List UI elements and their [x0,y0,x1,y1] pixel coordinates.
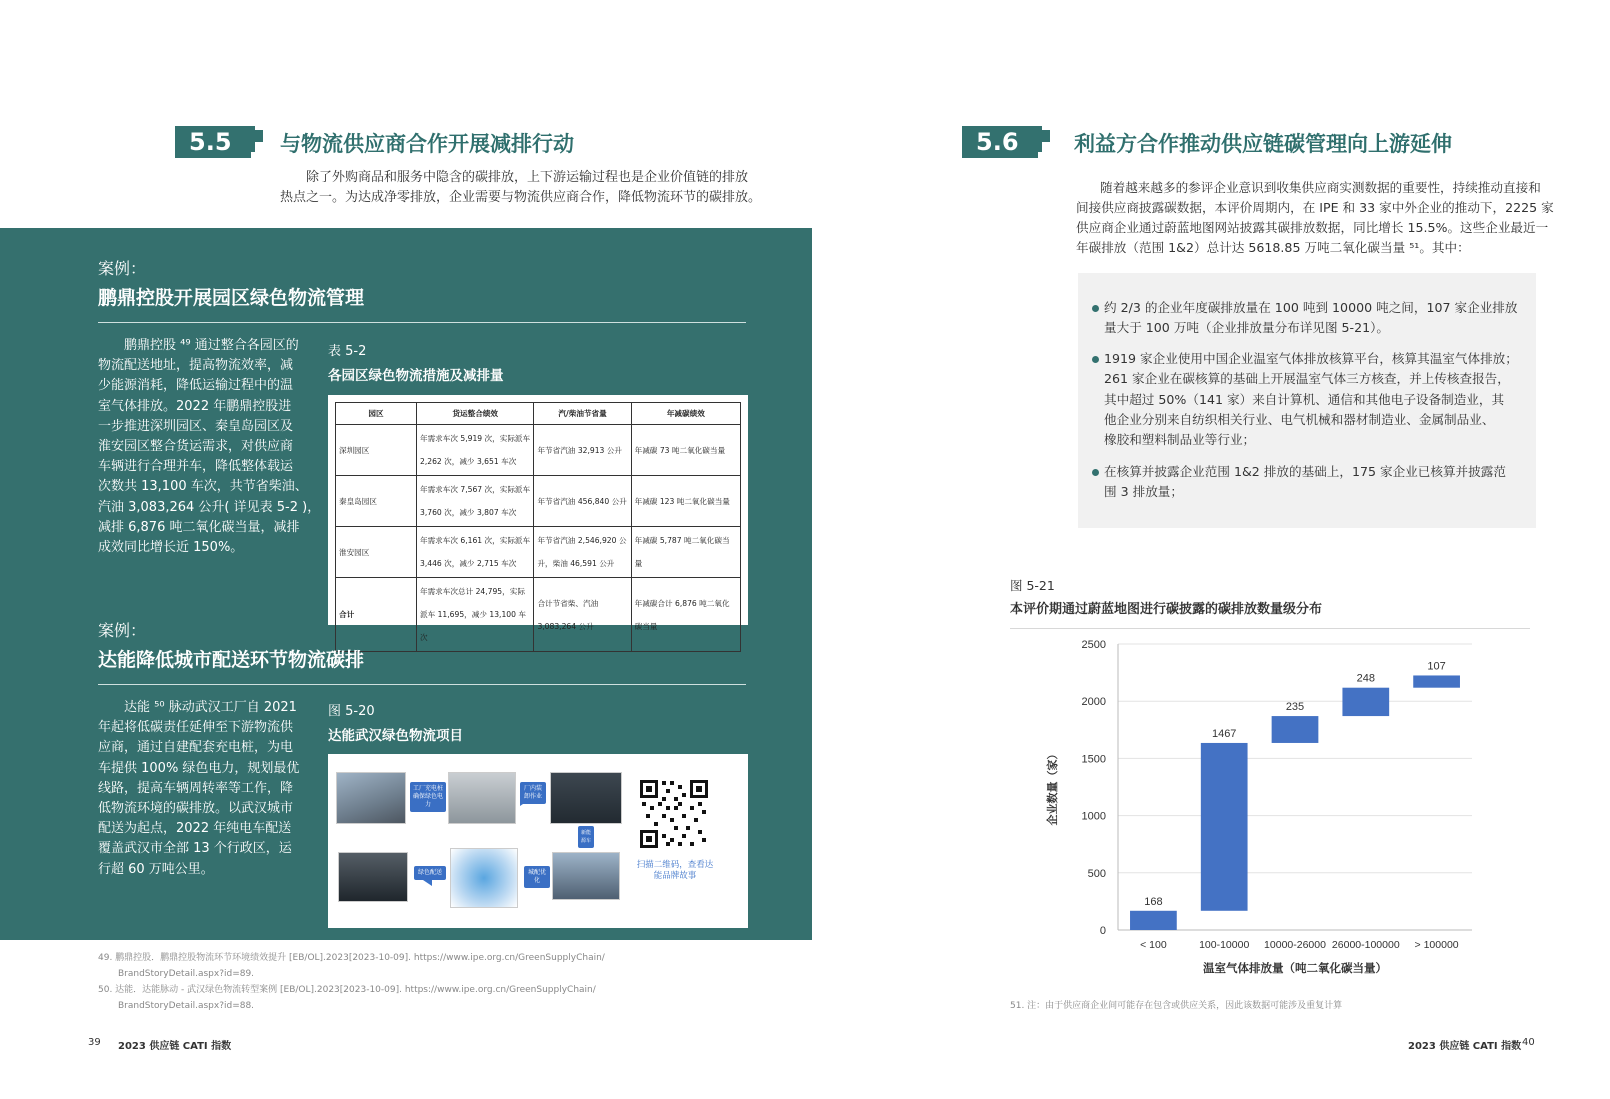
y-tick-label: 2500 [1081,639,1106,651]
figure-5-21-title: 本评价期通过蔚蓝地图进行碳披露的碳排放数量级分布 [1010,602,1323,617]
table-header: 货运整合绩效 [417,403,534,425]
text-line: 减排 6,876 吨二氧化碳当量，减排 [98,519,300,535]
table-cell: 秦皇岛园区 [336,476,417,527]
table-title: 各园区绿色物流措施及减排量 [328,368,504,384]
page-title-right: 2023 供应链 CATI 指数 [1408,1041,1522,1052]
logistics-table [335,402,741,652]
text-line: 配送为起点，2022 年纯电车配送 [98,821,292,837]
bullet-line: 橡胶和塑料制品业等行业； [1104,432,1256,448]
data-label: 248 [1356,672,1375,685]
data-label: 168 [1144,895,1163,908]
wuhan-map-image [450,848,518,908]
bullet-line: 其中超过 50%（141 家）来自计算机、通信和其他电子设备制造业，其 [1104,391,1505,407]
tag-green-delivery: 绿色配送 [414,866,446,880]
summary-bullet [1104,298,1518,339]
footnote-49-cont: BrandStoryDetail.aspx?id=89. [118,969,255,979]
delivery-truck-photo [338,852,408,902]
text-line: 汽油 3,083,264 公升( 详见表 5-2 )， [98,499,321,515]
table-header: 年减碳绩效 [631,403,740,425]
right-intro-line-2: 间接供应商披露碳数据，本评价周期内，在 IPE 和 33 家中外企业的推动下，2225 家 [1076,200,1554,215]
table-cell: 深圳园区 [336,425,417,476]
table-cell: 年需求车次 5,919 次，实际派车 2,262 次，减少 3,651 车次 [417,425,534,476]
bullet-line: 1919 家企业使用中国企业温室气体排放核算平台，核算其温室气体排放； [1104,351,1518,366]
right-intro-line-3: 供应商企业通过蔚蓝地图网站披露其碳排放数据，同比增长 15.5%。这些企业最近一 [1076,220,1549,235]
text-line: 一步推进深圳园区、秦皇岛园区及 [98,418,294,434]
case1-divider [98,322,746,323]
case2-label: 案例： [98,621,147,640]
table-cell: 年节省汽油 32,913 公升 [534,425,631,476]
table-cell: 合计 [336,578,417,652]
y-tick-label: 1000 [1081,810,1106,823]
data-label: 107 [1427,660,1446,673]
page-title-left: 2023 供应链 CATI 指数 [118,1041,232,1052]
table-cell: 合计节省柴、汽油 3,083,264 公升 [534,578,631,652]
right-intro-line-1: 随着越来越多的参评企业意识到收集供应商实测数据的重要性，持续推动直接和 [1100,180,1541,195]
section-badge-5-5: 5.5 [175,126,255,158]
y-tick-label: 2000 [1081,696,1106,709]
text-line: 少能源消耗，降低运输过程中的温 [98,378,294,394]
chart-bar [1413,675,1460,687]
bullet-dot-icon [1092,469,1099,476]
table-cell: 淮安园区 [336,527,417,578]
x-axis-title: 温室气体排放量（吨二氧化碳当量） [1203,961,1387,975]
bullet-line: 261 家企业在碳核算的基础上开展温室气体三方核查，并上传核查报告， [1104,371,1510,387]
table-row [336,527,741,578]
summary-bullet [1104,462,1514,503]
x-tick-label: 100-10000 [1199,939,1250,951]
footnote-49: 49. 鹏鼎控股．鹏鼎控股物流环节环境绩效提升 [EB/OL].2023[2023-10-09]. https://www.ipe.org.cn/GreenSupplyChain/ [98,953,605,963]
text-line: 淮安园区整合货运需求，对供应商 [98,439,294,455]
tag-charging: 工厂充电桩确保绿色电力 [410,782,446,812]
qr-caption: 扫描二维码，查看达能品牌故事 [636,860,714,881]
tag-ev: 新能源车 [578,826,594,848]
text-line: 达能 ⁵⁰ 脉动武汉工厂自 2021 [124,700,297,715]
table-cell: 年需求车次总计 24,795，实际派车 11,695，减少 13,100 车次 [417,578,534,652]
case1-label: 案例： [98,259,147,278]
footnote-51: 51. 注：由于供应商企业间可能存在包含或供应关系，因此该数据可能涉及重复计算 [1010,1001,1343,1011]
text-line: 低物流环境的碳排放。以武汉城市 [98,801,294,817]
case1-text [98,336,321,558]
table-cell: 年减碳 123 吨二氧化碳当量 [631,476,740,527]
section-title-5-5: 与物流供应商合作开展减排行动 [280,132,574,156]
table-row [336,476,741,527]
text-line: 覆盖武汉市全部 13 个行政区，运 [98,841,292,857]
bullet-line: 量大于 100 万吨（企业排放量分布详见图 5-21）。 [1104,320,1390,336]
logistics-table-box [328,395,748,642]
page-number-left: 39 [88,1037,101,1048]
emission-distribution-chart [1010,628,1540,978]
section-badge-5-6: 5.6 [962,126,1042,158]
text-line: 线路，提高车辆周转率等工作，降 [98,780,294,796]
text-line: 物流配送地址，提高物流效率，减 [98,358,294,374]
case2-text [98,698,298,880]
text-line: 鹏鼎控股 ⁴⁹ 通过整合各园区的 [124,338,299,353]
bullet-line: 他企业分别来自纺织相关行业、电气机械和器材制造业、金属制品业、 [1104,411,1495,427]
case2-divider [98,684,746,685]
footnote-50-cont: BrandStoryDetail.aspx?id=88. [118,1001,255,1011]
case2-title: 达能降低城市配送环节物流碳排 [98,649,365,671]
right-intro-line-4: 年碳排放（范围 1&2）总计达 5618.85 万吨二氧化碳当量 ⁵¹。其中： [1076,240,1470,255]
chart-bar [1342,688,1389,716]
x-tick-label: 10000-26000 [1264,939,1326,951]
y-tick-label: 0 [1099,925,1106,937]
table-cell: 年减碳 5,787 吨二氧化碳当量 [631,527,740,578]
table-header: 汽/柴油节省量 [534,403,631,425]
table-row [336,425,741,476]
intro-line-2: 热点之一。为达成净零排放，企业需要与物流供应商合作，降低物流环节的碳排放。 [280,190,762,205]
table-cell: 年减碳 73 吨二氧化碳当量 [631,425,740,476]
chart-bar [1130,911,1177,930]
text-line: 室气体排放。2022 年鹏鼎控股进 [98,398,292,414]
text-line: 应商，通过自建配套充电桩，为电 [98,740,294,756]
table-cell: 年需求车次 7,567 次，实际派车 3,760 次，减少 3,807 车次 [417,476,534,527]
text-line: 年起将低碳责任延伸至下游物流供 [98,720,294,736]
danone-logistics-figure [328,754,748,928]
summary-bullet [1104,349,1518,450]
data-label: 235 [1285,701,1305,714]
tag-route: 城配优化 [524,866,550,888]
figure-5-20-label: 图 5-20 [328,704,375,719]
bullet-line: 围 3 排放量； [1104,484,1183,500]
case1-title: 鹏鼎控股开展园区绿色物流管理 [98,287,365,309]
ev-fleet-photo [552,852,620,900]
text-line: 行超 60 万吨公里。 [98,861,214,877]
bullet-line: 在核算并披露企业范围 1&2 排放的基础上，175 家企业已核算并披露范 [1104,464,1506,479]
table-cell: 年需求车次 6,161 次，实际派车 3,446 次，减少 2,715 车次 [417,527,534,578]
text-line: 成效同比增长近 150%。 [98,540,244,556]
y-tick-label: 500 [1087,867,1106,880]
charging-station-photo [550,772,622,824]
tag-loading: 厂内装卸作业 [520,782,546,804]
text-line: 次数共 13,100 车次，共节省柴油、 [98,479,308,495]
text-line: 车提供 100% 绿色电力，规划最优 [98,760,300,776]
x-tick-label: < 100 [1140,939,1167,951]
x-tick-label: > 100000 [1414,939,1459,951]
data-label: 1467 [1211,727,1237,740]
table-header: 园区 [336,403,417,425]
table-cell: 年节省汽油 456,840 公升 [534,476,631,527]
figure-5-21-label: 图 5-21 [1010,578,1055,593]
x-tick-label: 26000-100000 [1331,939,1400,951]
table-row [336,578,741,652]
page-number-right: 40 [1522,1037,1535,1048]
chart-bar [1272,716,1319,743]
bullet-line: 约 2/3 的企业年度碳排放量在 100 吨到 10000 吨之间，107 家企业排放 [1104,300,1518,315]
section-title-5-6: 利益方合作推动供应链碳管理向上游延伸 [1074,132,1452,156]
table-cell: 年节省汽油 2,546,920 公升，柴油 46,591 公升 [534,527,631,578]
bullet-dot-icon [1092,305,1099,312]
loading-dock-photo [448,772,516,824]
factory-photo [336,772,406,824]
y-axis-title: 企业数量（家） [1046,748,1059,826]
bullet-dot-icon [1092,356,1099,363]
y-tick-label: 1500 [1081,753,1106,766]
qr-code-icon[interactable] [638,778,710,850]
figure-5-20-title: 达能武汉绿色物流项目 [328,728,463,744]
intro-line-1: 除了外购商品和服务中隐含的碳排放，上下游运输过程也是企业价值链的排放 [306,170,749,185]
table-cell: 年减碳合计 6,876 吨二氧化碳当量 [631,578,740,652]
footnote-50: 50. 达能．达能脉动 - 武汉绿色物流转型案例 [EB/OL].2023[2023-10-09]. https://www.ipe.org.cn/GreenSupplyChain/ [98,985,596,995]
text-line: 车辆进行合理并车，降低整体载运 [98,459,294,475]
chart-bar [1201,743,1248,911]
table-label: 表 5-2 [328,344,367,359]
